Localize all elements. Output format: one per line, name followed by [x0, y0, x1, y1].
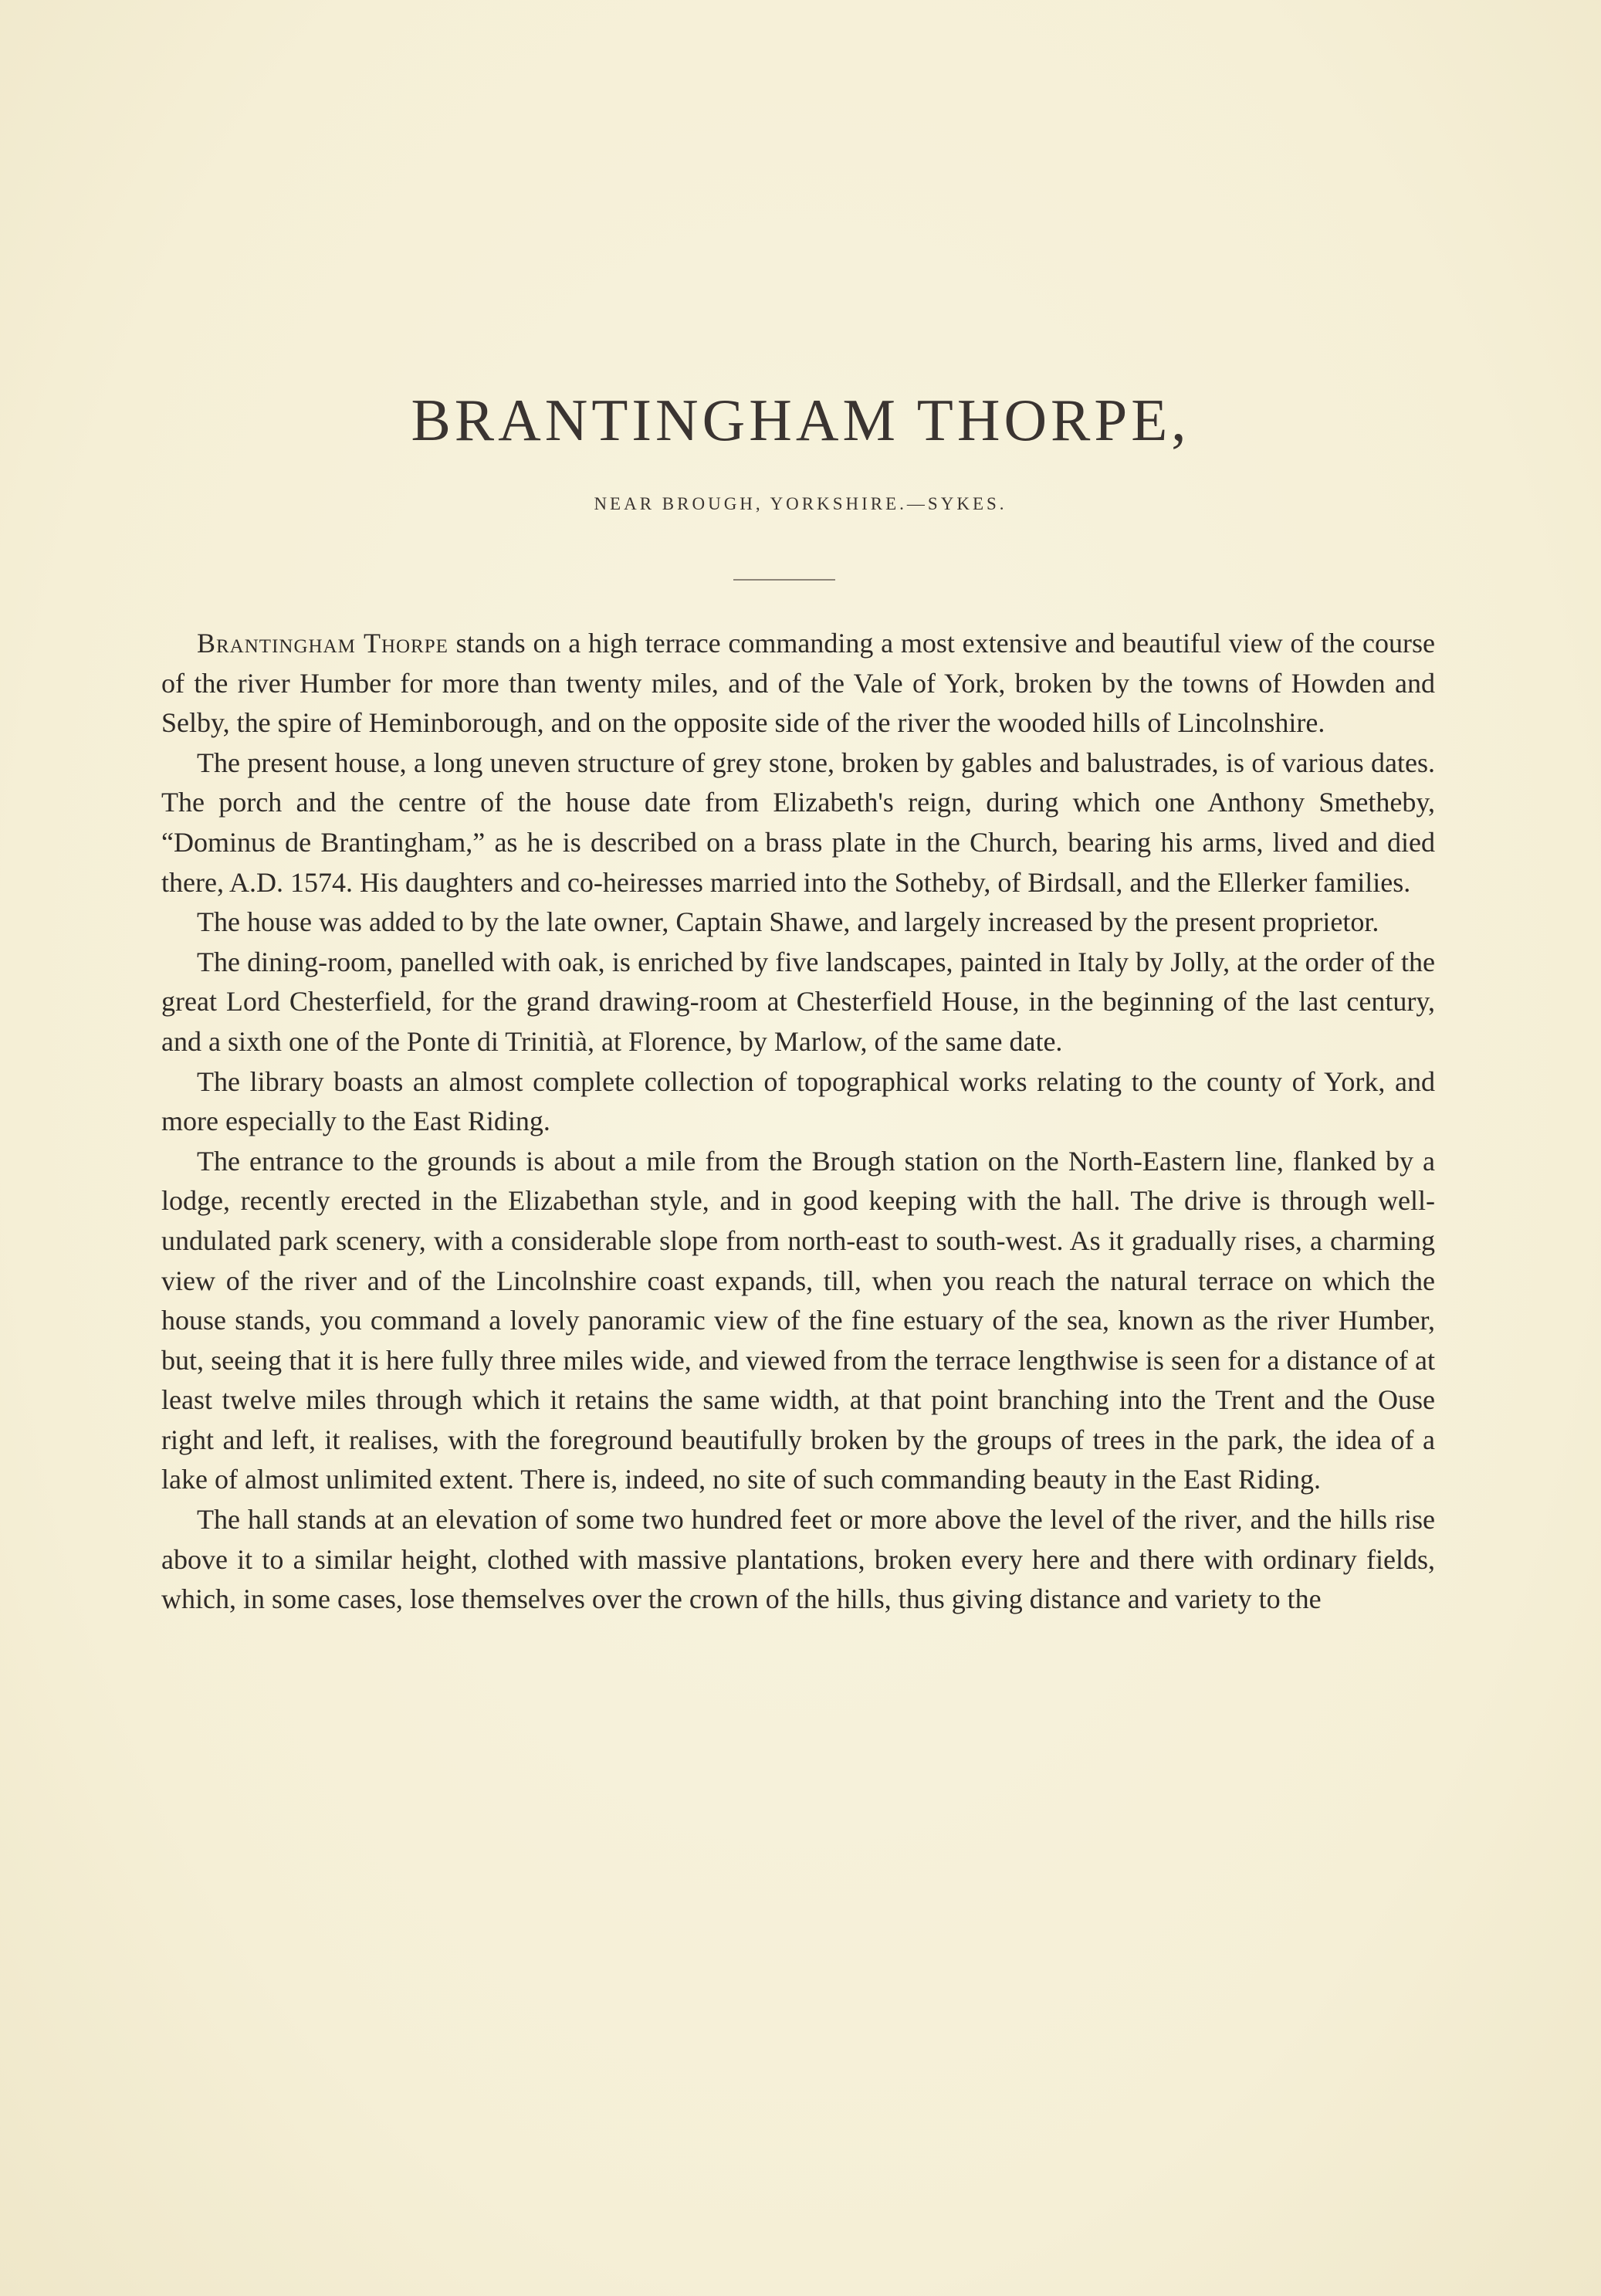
paragraph: The house was added to by the late owner, Captain Shawe, and largely increased by the present proprietor. [197, 906, 1379, 938]
title-divider [733, 579, 835, 581]
paragraph: The present house, a long uneven structure of grey stone, broken by gables and balustrades, is of various dates. The porch and the centre of the house date from Elizabeth's reign, during which one Anthony Smetheby, “Dominus de Brantingham,” as he is described on a brass plate in the Church, bearing his arms, lived and died there, A.D. 1574. His daughters and co-heiresses married into the Sotheby, of Birdsall, and the Ellerker families. [161, 747, 1435, 898]
paragraph: The dining-room, panelled with oak, is enriched by five landscapes, painted in Italy by Jolly, at the order of the great Lord Chesterfield, for the grand drawing-room at Chesterfield House, in the beginning of the last century, and a sixth one of the Ponte di Trinitià, at Florence, by Marlow, of the same date. [161, 946, 1435, 1057]
paragraph: The library boasts an almost complete collection of topographical works relating to the county of York, and more especially to the East Riding. [161, 1065, 1435, 1137]
page-title: BRANTINGHAM THORPE, [411, 387, 1190, 453]
opening-text: stands on a high terrace commanding a most extensive and beautiful view of the course of the river Humber for more than twenty miles, and of the Vale of York, broken by the towns of Howden and Selby, the spire of Heminborough, and on the opposite side of the river the wooded hills of Lincolnshire. [161, 628, 1435, 739]
paragraph-opening [161, 624, 1435, 743]
body-text [161, 624, 1435, 1620]
page-subtitle: NEAR BROUGH, YORKSHIRE.—SYKES. [594, 494, 1007, 513]
paragraph: The entrance to the grounds is about a mile from the Brough station on the North-Eastern line, flanked by a lodge, recently erected in the Elizabethan style, and in good keeping with the hall. The drive is through well-undulated park scenery, with a considerable slope from north-east to south-west. As it gradually rises, a charming view of the river and of the Lincolnshire coast expands, till, when you reach the natural terrace on which the house stands, you command a lovely panoramic view of the fine estuary of the sea, known as the river Humber, but, seeing that it is here fully three miles wide, and viewed from the terrace lengthwise is seen for a distance of at least twelve miles through which it retains the same width, at that point branching into the Trent and the Ouse right and left, it realises, with the foreground beautifully broken by the groups of trees in the park, the idea of a lake of almost unlimited extent. There is, indeed, no site of such commanding beauty in the East Riding. [161, 1145, 1435, 1495]
paragraph: The hall stands at an elevation of some two hundred feet or more above the level of the river, and the hills rise above it to a similar height, clothed with massive plantations, broken every here and there with ordinary fields, which, in some cases, lose themselves over the crown of the hills, thus giving distance and variety to the [161, 1504, 1435, 1615]
lead-name: Brantingham Thorpe [197, 628, 448, 659]
